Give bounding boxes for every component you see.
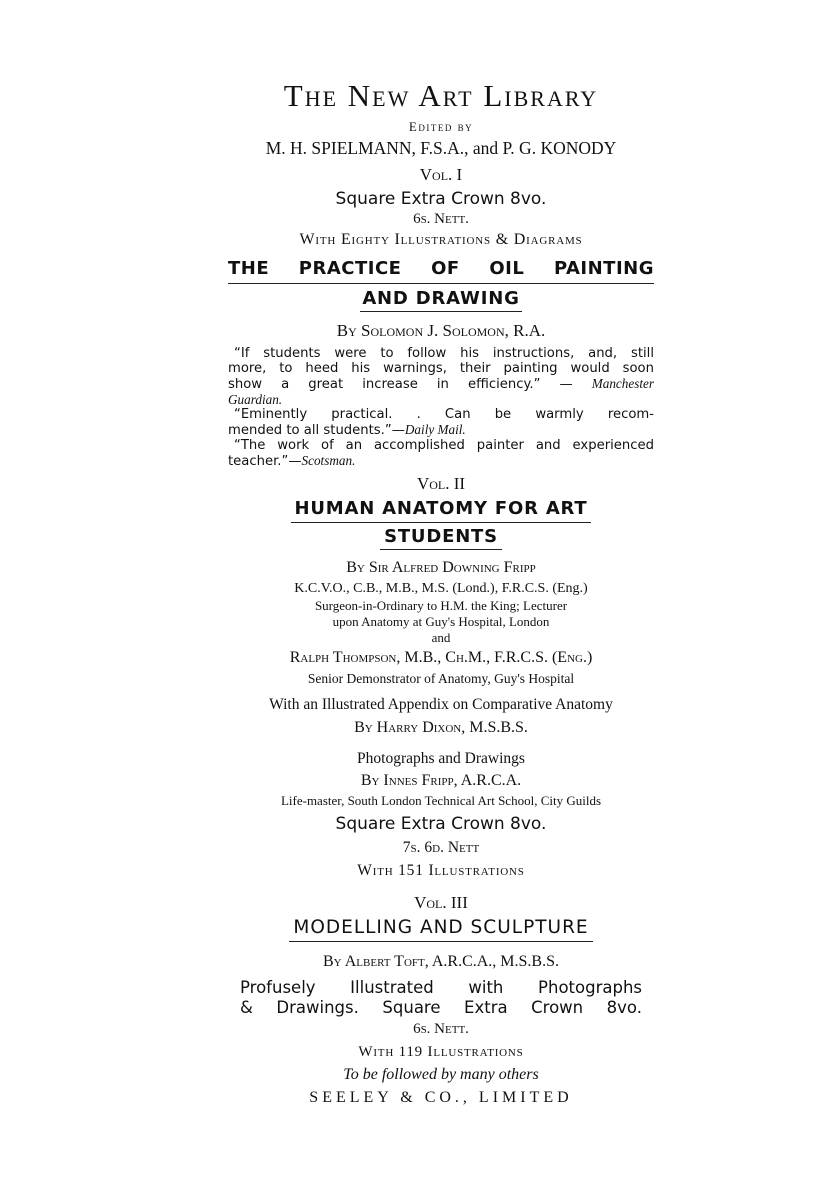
vol1-quote1-line2: more, to heed his warnings, their painting would soon bbox=[228, 361, 654, 376]
vol2-author1-quals: K.C.V.O., C.B., M.B., M.S. (Lond.), F.R.C.S. (Eng.) bbox=[294, 581, 588, 596]
vol2-label: Vol. II bbox=[416, 474, 466, 493]
vol1-quote3-line1: “The work of an accomplished painter and experienced bbox=[234, 438, 654, 453]
vol3-title: MODELLING AND SCULPTURE bbox=[289, 915, 592, 942]
vol3-label: Vol. III bbox=[414, 893, 468, 912]
vol2-appendix-author: By Harry Dixon, M.S.B.S. bbox=[354, 719, 528, 736]
vol2-title-line1-wrap bbox=[228, 496, 654, 523]
vol2-author1-post2: upon Anatomy at Guy's Hospital, London bbox=[332, 614, 550, 629]
vol3-price: 6s. Nett. bbox=[413, 1021, 469, 1037]
vol1-quote3-line2-text: teacher.”— bbox=[228, 454, 302, 469]
vol1-reviews bbox=[228, 346, 654, 469]
page bbox=[228, 72, 654, 1110]
vol1-quote2-line1: “Eminently practical. . Can be warmly recom- bbox=[234, 407, 654, 422]
vol2-illustrations: With 151 Illustrations bbox=[357, 862, 525, 879]
vol3-followed: To be followed by many others bbox=[343, 1066, 539, 1083]
vol3-desc-line1: Profusely Illustrated with Photographs bbox=[240, 978, 642, 997]
vol2-photos-post: Life-master, South London Technical Art School, City Guilds bbox=[280, 793, 602, 808]
vol2-appendix: With an Illustrated Appendix on Comparative Anatomy bbox=[269, 696, 613, 713]
vol1-title-line1: THE PRACTICE OF OIL PAINTING bbox=[228, 258, 654, 279]
edited-by: Edited by bbox=[408, 119, 474, 134]
vol2-price: 7s. 6d. Nett bbox=[402, 839, 480, 856]
vol2-photos-author: By Innes Fripp, A.R.C.A. bbox=[360, 772, 522, 789]
vol2-author1: By Sir Alfred Downing Fripp bbox=[346, 559, 536, 576]
vol2-title-line2-wrap bbox=[228, 525, 654, 550]
vol1-quote1-source-b: Guardian. bbox=[228, 392, 283, 407]
vol1-quote3-line2 bbox=[228, 453, 654, 469]
vol3-section bbox=[228, 891, 654, 1086]
vol1-quote2-line2-text: mended to all students.”— bbox=[228, 423, 405, 438]
vol2-title-line1: HUMAN ANATOMY FOR ART bbox=[291, 496, 592, 523]
series-title: The New Art Library bbox=[283, 78, 599, 113]
vol1-format: Square Extra Crown 8vo. bbox=[335, 189, 547, 209]
vol2-photos: Photographs and Drawings bbox=[357, 750, 525, 767]
vol2-format: Square Extra Crown 8vo. bbox=[335, 814, 547, 834]
vol1-quote3-source: Scotsman. bbox=[301, 453, 356, 468]
vol3-title-wrap bbox=[228, 915, 654, 942]
vol1-title-line2: AND DRAWING bbox=[360, 287, 521, 312]
vol3-desc-line2: & Drawings. Square Extra Crown 8vo. bbox=[240, 998, 642, 1017]
vol1-title-line2-wrap bbox=[228, 287, 654, 312]
vol2-title-line2: STUDENTS bbox=[380, 525, 502, 550]
vol1-title-rule bbox=[228, 283, 654, 284]
vol2-author1-post1: Surgeon-in-Ordinary to H.M. the King; Lecturer bbox=[314, 598, 568, 613]
vol1-section bbox=[228, 162, 654, 469]
vol3-illustrations: With 119 Illustrations bbox=[358, 1044, 524, 1060]
vol1-price: 6s. Nett. bbox=[413, 211, 469, 227]
vol1-quote1-source-a: Manchester bbox=[591, 376, 655, 391]
vol1-author: By Solomon J. Solomon, R.A. bbox=[336, 321, 546, 340]
publisher: SEELEY & CO., LIMITED bbox=[309, 1089, 573, 1106]
editors: M. H. SPIELMANN, F.S.A., and P. G. KONODY bbox=[265, 138, 617, 158]
vol2-author2-post: Senior Demonstrator of Anatomy, Guy's Hospital bbox=[307, 671, 575, 686]
vol1-illustrations: With Eighty Illustrations & Diagrams bbox=[299, 231, 583, 248]
vol1-label: Vol. I bbox=[419, 165, 463, 184]
vol1-quote2-line2 bbox=[228, 422, 654, 438]
vol1-quote2-source: Daily Mail. bbox=[404, 422, 466, 437]
vol2-and: and bbox=[431, 630, 451, 645]
vol2-section bbox=[228, 472, 654, 883]
vol2-author2: Ralph Thompson, M.B., Ch.M., F.R.C.S. (Eng.) bbox=[289, 649, 593, 666]
vol3-author: By Albert Toft, A.R.C.A., M.S.B.S. bbox=[323, 953, 559, 970]
vol1-quote1-line1: “If students were to follow his instructions, and, still bbox=[234, 346, 654, 361]
vol1-quote1-line3-text: show a great increase in efficiency.” — bbox=[228, 377, 573, 392]
vol1-quote1-line3 bbox=[228, 376, 654, 392]
